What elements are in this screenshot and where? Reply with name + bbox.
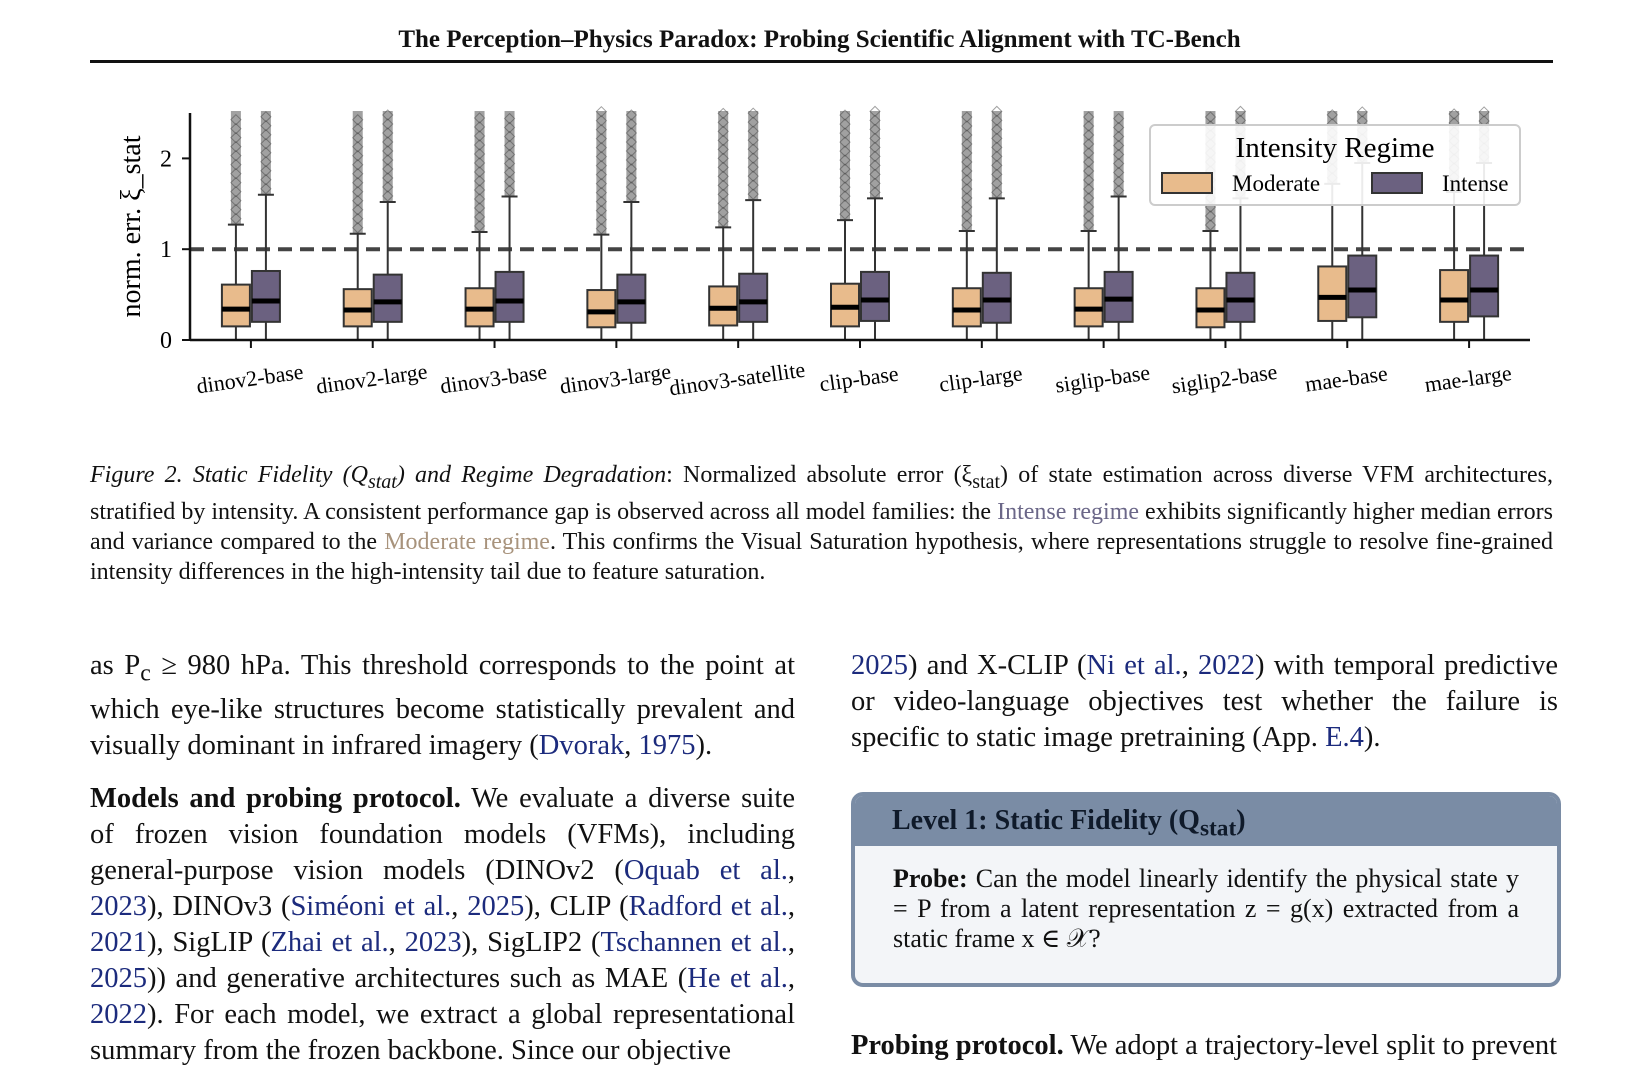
appendix-ref-e4[interactable]: E.4 xyxy=(1325,722,1364,753)
citation-tschannen[interactable]: Tschannen et al. xyxy=(600,926,788,958)
citation-radford[interactable]: Radford et al. xyxy=(628,890,788,922)
callout-title: Level 1: Static Fidelity $(Q_{stat})$ xyxy=(855,796,1557,846)
x-tick-label-dinov3-large: dinov3-large xyxy=(558,358,673,399)
box-plot-figure xyxy=(0,0,1639,440)
x-tick-label-siglip-base: siglip-base xyxy=(1053,359,1152,398)
running-title: The Perception–Physics Paradox: Probing Scientific Alignment with TC-Bench xyxy=(398,26,1241,53)
paragraph-models: Models and probing protocol. We evaluate a diverse suite of frozen vision foundation models (VFMs), including general-purpose vision models (DINOv2 (Oquab et al., 2023), DINOv3 (Siméoni et al., 2025), CLIP (Radford et al., 2021), SigLIP (Zhai et al., 2023), SigLIP2 (Tschannen et al., 2025)) and generative architectures such as MAE (He et al., 2022). For each model, we extract a global representational summary from the frozen backbone. Since our objective xyxy=(90,782,796,1066)
box-moderate-clip-large-iqr xyxy=(953,288,981,326)
box-intense-siglip2-base-iqr xyxy=(1226,273,1254,322)
box-moderate-mae-base-iqr xyxy=(1318,266,1346,320)
box-intense-dinov3-base-iqr xyxy=(496,272,524,322)
x-tick-label-dinov2-base: dinov2-base xyxy=(194,358,305,399)
paragraph-probing-protocol: Probing protocol. We adopt a trajectory-level split to prevent xyxy=(851,1030,1558,1061)
citation-dvorak-year[interactable]: 1975 xyxy=(638,729,696,761)
box-intense-mae-large-iqr xyxy=(1470,256,1498,317)
citation-dvorak[interactable]: Dvorak xyxy=(538,729,625,761)
box-moderate-dinov3-large-iqr xyxy=(587,290,615,327)
y-axis-label: norm. err. ξ_stat xyxy=(116,135,147,318)
y-tick-label: 1 xyxy=(160,237,172,264)
box-moderate-dinov2-base-iqr xyxy=(222,285,250,327)
box-intense-mae-base-iqr xyxy=(1348,256,1376,318)
paragraph-threshold: as $P_c \ge 980$ hPa. This threshold corresponds to the point at which eye-like structures become statistically prevalent and visually dominant in infrared imagery (Dvorak, 1975). xyxy=(90,650,795,761)
citation-oquab-year[interactable]: 2023 xyxy=(90,890,147,922)
box-moderate-mae-large-iqr xyxy=(1440,270,1468,322)
y-tick-label: 2 xyxy=(160,146,172,173)
citation-zhai[interactable]: Zhai et al. xyxy=(270,926,389,958)
citation-tschannen-year[interactable]: 2025 xyxy=(90,962,147,994)
citation-ni[interactable]: Ni et al. xyxy=(1086,650,1182,681)
citation-prev-year[interactable]: 2025 xyxy=(851,650,908,681)
box-intense-dinov2-large-iqr xyxy=(374,275,402,322)
section-heading-models: Models and probing protocol. xyxy=(90,782,461,814)
box-intense-dinov3-satellite-iqr xyxy=(739,274,767,322)
legend-label-moderate: Moderate xyxy=(1232,171,1321,196)
citation-radford-year[interactable]: 2021 xyxy=(90,926,147,958)
paragraph-xclip: 2025) and X-CLIP (Ni et al., 2022) with temporal predictive or video-language objectives test whether the failure is specific to static image pretraining (App. E.4). xyxy=(851,650,1559,753)
x-tick-label-dinov3-base: dinov3-base xyxy=(438,358,549,399)
callout-body: Probe: Can the model linearly identify the physical state y = P from a latent representation z = g(x) extracted from a static frame x ∈ 𝒳? xyxy=(893,864,1519,953)
y-tick-label: 0 xyxy=(160,328,172,354)
x-tick-label-dinov3-satellite: dinov3-satellite xyxy=(667,356,807,401)
level1-callout-box xyxy=(851,792,1561,987)
caption-label: Figure 2. Static Fidelity $(Q_{stat})$ and Regime Degradation xyxy=(90,462,667,493)
moderate-regime-highlight: Moderate regime xyxy=(384,528,550,555)
citation-simeoni-year[interactable]: 2025 xyxy=(467,890,525,922)
section-heading-probing: Probing protocol. xyxy=(851,1030,1064,1061)
box-intense-dinov3-large-iqr xyxy=(617,275,645,323)
x-tick-label-clip-large: clip-large xyxy=(937,360,1025,397)
citation-simeoni[interactable]: Siméoni et al. xyxy=(290,890,452,922)
x-tick-label-dinov2-large: dinov2-large xyxy=(314,358,429,399)
probe-label: Probe: xyxy=(893,864,968,893)
right-column xyxy=(851,648,1558,773)
citation-ni-year[interactable]: 2022 xyxy=(1198,650,1256,681)
legend-label-intense: Intense xyxy=(1442,171,1509,196)
box-intense-clip-base-iqr xyxy=(861,272,889,321)
citation-he[interactable]: He et al. xyxy=(687,962,788,994)
box-intense-dinov2-base-iqr xyxy=(252,271,280,322)
figure-caption: Figure 2. Static Fidelity $(Q_{stat})$ and Regime Degradation: Normalized absolute error $(\xi_{stat})$ of state estimation across diverse VFM architectures, stratified by intensity. A consistent performance gap is observed across all model families: the Intense regime exhibits significantly higher median errors and variance compared to the Moderate regime. This confirms the Visual Saturation hypothesis, where representations struggle to resolve fine-grained intensity differences in the high-intensity tail due to feature saturation. xyxy=(90,462,1554,585)
legend-swatch-moderate xyxy=(1162,173,1212,193)
x-tick-label-clip-base: clip-base xyxy=(817,360,901,397)
citation-zhai-year[interactable]: 2023 xyxy=(404,926,462,958)
legend-title: Intensity Regime xyxy=(1235,132,1435,164)
citation-oquab[interactable]: Oquab et al. xyxy=(623,854,788,886)
intense-regime-highlight: Intense regime xyxy=(997,498,1140,525)
legend-swatch-intense xyxy=(1372,173,1422,193)
x-tick-label-mae-base: mae-base xyxy=(1303,360,1390,397)
x-tick-label-siglip2-base: siglip2-base xyxy=(1170,358,1279,399)
citation-he-year[interactable]: 2022 xyxy=(90,998,147,1030)
left-column xyxy=(90,648,795,1086)
x-tick-label-mae-large: mae-large xyxy=(1422,360,1514,398)
